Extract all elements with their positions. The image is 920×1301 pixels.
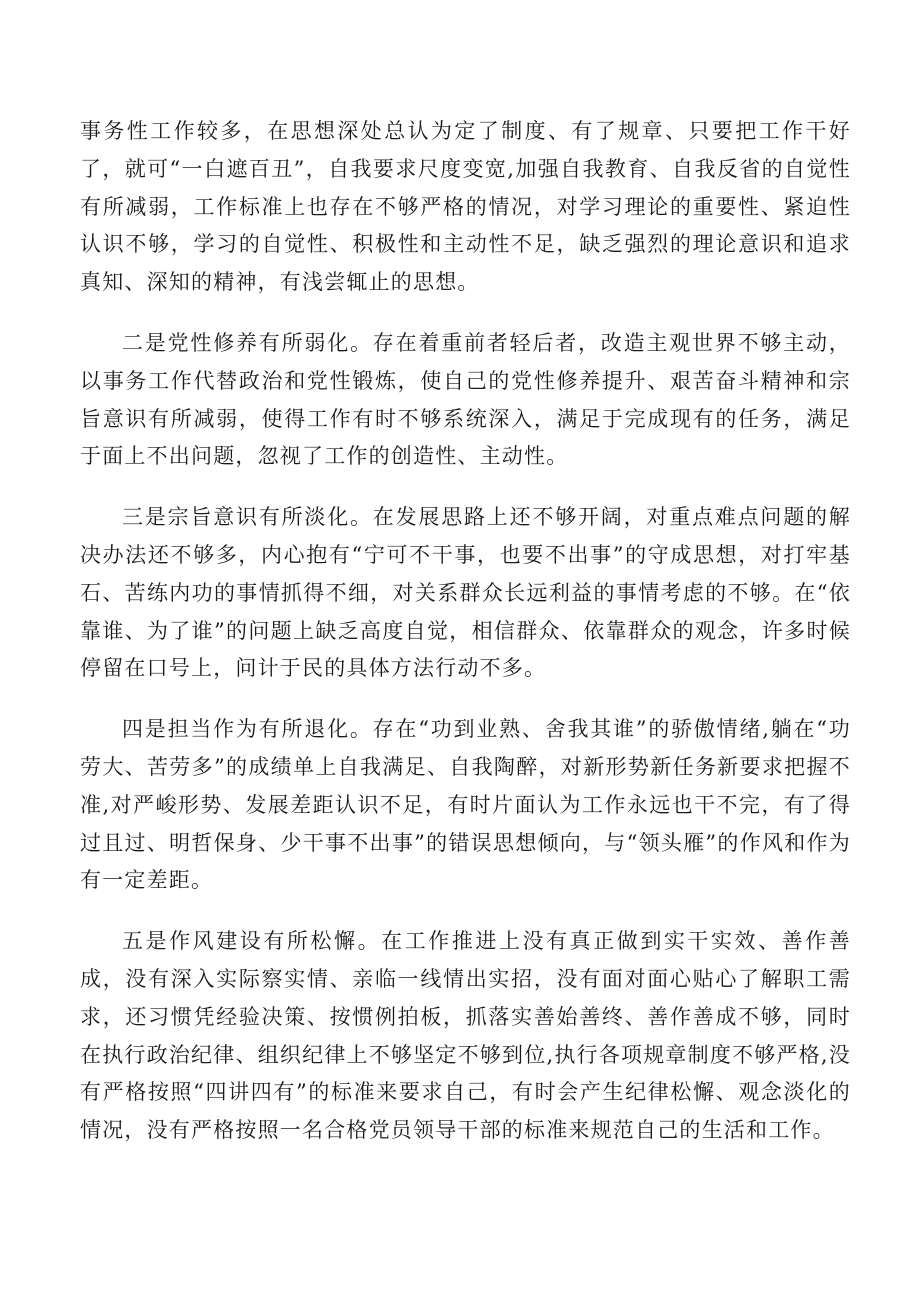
paragraph-work-style: 五是作风建设有所松懈。在工作推进上没有真正做到实干实效、善作善成，没有深入实际察实情、亲临一线情出实招，没有面对面心贴心了解职工需求，还习惯凭经验决策、按惯例拍板，抓落实善始善终、善作善成不够，同时在执行政治纪律、组织纪律上不够坚定不够到位,执行各项规章制度不够严格,没有严格按照“四讲四有”的标准来要求自己，有时会产生纪律松懈、观念淡化的情况，没有严格按照一名合格党员领导干部的标准来规范自己的生活和工作。	[80, 929, 851, 1143]
paragraph-purpose-awareness: 三是宗旨意识有所淡化。在发展思路上还不够开阔，对重点难点问题的解决办法还不够多，内心抱有“宁可不干事，也要不出事”的守成思想，对打牢基石、苦练内功的事情抓得不细，对关系群众长远利益的事情考虑的不够。在“依靠谁、为了谁”的问题上缺乏高度自觉，相信群众、依靠群众的观念，许多时候停留在口号上，问计于民的具体方法行动不多。	[80, 505, 851, 681]
paragraph-continuation: 事务性工作较多，在思想深处总认为定了制度、有了规章、只要把工作干好了，就可“一白遮百丑”，自我要求尺度变宽,加强自我教育、自我反省的自觉性有所减弱，工作标准上也存在不够严格的情况，对学习理论的重要性、紧迫性认识不够，学习的自觉性、积极性和主动性不足，缺乏强烈的理论意识和追求真知、深知的精神，有浅尝辄止的思想。	[80, 119, 851, 295]
paragraph-responsibility: 四是担当作为有所退化。存在“功到业熟、舍我其谁”的骄傲情绪,躺在“功劳大、苦劳多”的成绩单上自我满足、自我陶醉，对新形势新任务新要求把握不准,对严峻形势、发展差距认识不足，有时片面认为工作永远也干不完，有了得过且过、明哲保身、少干事不出事”的错误思想倾向，与“领头雁”的作风和作为有一定差距。	[80, 717, 851, 893]
paragraph-party-spirit: 二是党性修养有所弱化。存在着重前者轻后者，改造主观世界不够主动，以事务工作代替政治和党性锻炼，使自己的党性修养提升、艰苦奋斗精神和宗旨意识有所减弱，使得工作有时不够系统深入，满足于完成现有的任务，满足于面上不出问题，忽视了工作的创造性、主动性。	[80, 330, 851, 469]
document-body	[80, 113, 851, 1173]
